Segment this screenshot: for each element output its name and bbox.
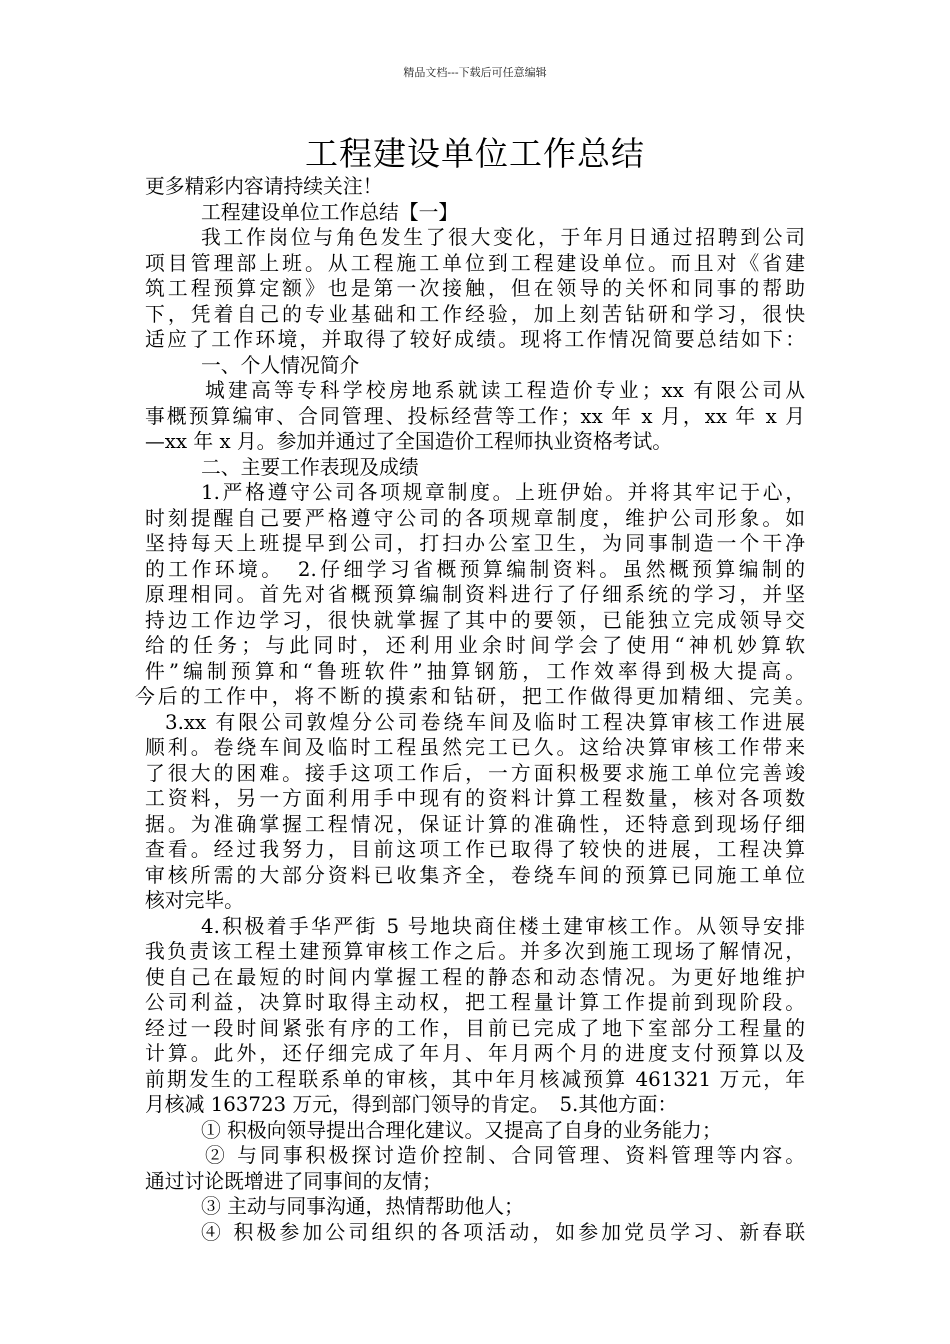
text-line: 工资料，另一方面利用手中现有的资料计算工程数量，核对各项数 xyxy=(145,787,805,810)
text-line: 二、主要工作表现及成绩 xyxy=(201,455,419,479)
text-line: 顺利。卷绕车间及临时工程虽然完工已久。这给决算审核工作带来 xyxy=(145,736,805,759)
text-line: 我负责该工程土建预算审核工作之后。并多次到施工现场了解情况， xyxy=(145,940,805,963)
text-line: ④ 积极参加公司组织的各项活动，如参加党员学习、新春联 xyxy=(201,1220,805,1244)
text-line: 时刻提醒自己要严格遵守公司的各项规章制度，维护公司形象。如 xyxy=(145,506,805,530)
text-line: 计算。此外，还仔细完成了年月、年月两个月的进度支付预算以及 xyxy=(145,1042,805,1065)
text-line: 项目管理部上班。从工程施工单位到工程建设单位。而且对《省建 xyxy=(145,251,805,275)
header-note: 精品文档---下载后可任意编辑 xyxy=(403,66,547,79)
page-title: 工程建设单位工作总结 xyxy=(305,134,645,173)
text-line: 核对完毕。 xyxy=(145,889,244,912)
text-line: 工程建设单位工作总结【一】 xyxy=(201,200,459,224)
text-line: 事概预算编审、合同管理、投标经营等工作；xx 年 x 月，xx 年 x 月 xyxy=(145,404,805,428)
text-line: 通过讨论既增进了同事间的友情； xyxy=(145,1169,442,1193)
text-line: 了很大的困难。接手这项工作后，一方面积极要求施工单位完善竣 xyxy=(145,761,805,785)
text-line: ② 与同事积极探讨造价控制、合同管理、资料管理等内容。 xyxy=(205,1144,805,1167)
text-line: 适应了工作环境，并取得了较好成绩。现将工作情况简要总结如下： xyxy=(145,328,805,351)
text-line: ① 积极向领导提出合理化建议。又提高了自身的业务能力； xyxy=(201,1118,722,1142)
text-line: 3.xx 有限公司敦煌分公司卷绕车间及临时工程决算审核工作进展 xyxy=(165,710,805,734)
text-line: 更多精彩内容请持续关注！ xyxy=(145,175,383,198)
text-line: 件”编制预算和“鲁班软件”抽算钢筋，工作效率得到极大提高。 xyxy=(145,659,805,683)
text-line: 今后的工作中，将不断的摸索和钻研，把工作做得更加精细、完美。 xyxy=(135,685,815,708)
text-line: 城建高等专科学校房地系就读工程造价专业；xx 有限公司从 xyxy=(205,379,805,402)
text-line: 经过一段时间紧张有序的工作，目前已完成了地下室部分工程量的 xyxy=(145,1016,805,1040)
text-line: 一、个人情况简介 xyxy=(201,353,360,377)
text-line: 下，凭着自己的专业基础和工作经验，加上刻苦钻研和学习，很快 xyxy=(145,302,805,326)
text-line: 查看。经过我努力，目前这项工作已取得了较快的进展，工程决算 xyxy=(145,838,805,861)
text-line: —xx 年 x 月。参加并通过了全国造价工程师执业资格考试。 xyxy=(145,430,673,453)
text-line: 的工作环境。 2.仔细学习省概预算编制资料。虽然概预算编制的 xyxy=(145,557,805,581)
text-line: 月核减 163723 万元，得到部门领导的肯定。 5.其他方面： xyxy=(145,1093,678,1116)
text-line: 我工作岗位与角色发生了很大变化，于年月日通过招聘到公司 xyxy=(201,226,805,249)
text-line: 据。为准确掌握工程情况，保证计算的准确性，还特意到现场仔细 xyxy=(145,812,805,836)
text-line: 公司利益，决算时取得主动权，把工程量计算工作提前到现阶段。 xyxy=(145,991,805,1014)
text-line: 给的任务；与此同时，还利用业余时间学会了使用“神机妙算软 xyxy=(145,634,805,657)
text-line: ③ 主动与同事沟通，热情帮助他人； xyxy=(201,1195,524,1218)
text-line: 使自己在最短的时间内掌握工程的静态和动态情况。为更好地维护 xyxy=(145,965,805,989)
text-line: 4.积极着手华严街 5 号地块商住楼土建审核工作。从领导安排 xyxy=(201,914,805,938)
text-line: 原理相同。首先对省概预算编制资料进行了仔细系统的学习，并坚 xyxy=(145,583,805,606)
text-line: 审核所需的大部分资料已收集齐全，卷绕车间的预算已同施工单位 xyxy=(145,863,805,887)
text-line: 1.严格遵守公司各项规章制度。上班伊始。并将其牢记于心， xyxy=(201,481,805,504)
text-line: 前期发生的工程联系单的审核，其中年月核减预算 461321 万元，年 xyxy=(145,1067,805,1091)
document-body xyxy=(135,174,815,1245)
text-line: 持边工作边学习，很快就掌握了其中的要领，已能独立完成领导交 xyxy=(145,608,805,632)
text-line: 坚持每天上班提早到公司，打扫办公室卫生，为同事制造一个干净 xyxy=(145,532,805,555)
text-line: 筑工程预算定额》也是第一次接触，但在领导的关怀和同事的帮助 xyxy=(145,277,805,300)
